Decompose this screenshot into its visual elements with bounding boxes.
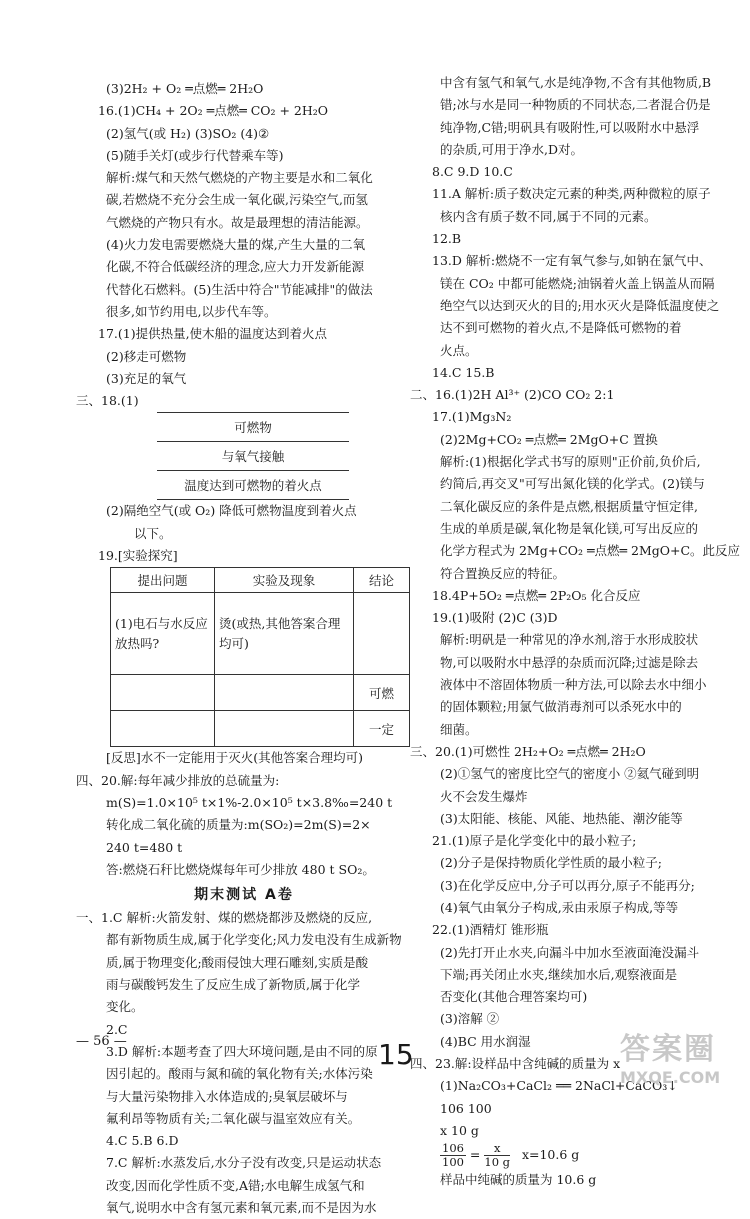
text-line: 三、20.(1)可燃性 2H₂+O₂ ═点燃═ 2H₂O: [410, 743, 646, 759]
text-line: 16.(1)CH₄ + 2O₂ ═点燃═ CO₂ + 2H₂O: [98, 103, 329, 119]
text-line: 错;冰与水是同一种物质的不同状态,二者混合仍是: [440, 97, 711, 113]
left-block-3: [76, 747, 412, 881]
left-block-4: [76, 907, 412, 1219]
text-line: 的固体颗粒;用氯气做消毒剂可以杀死水中的: [440, 699, 682, 715]
text-line: 火点。: [440, 342, 478, 358]
text-line: (2)2Mg+CO₂ ═点燃═ 2MgO+C 置换: [440, 431, 658, 447]
table2-cell: [111, 711, 215, 747]
text-line: 转化成二氧化硫的质量为:m(SO₂)=2m(S)=2×: [106, 817, 371, 833]
text-line: 改变,因而化学性质不变,A错;水电解生成氢气和: [106, 1177, 365, 1193]
text-line: 答:燃烧石秆比燃烧煤每年可少排放 480 t SO₂。: [106, 861, 375, 877]
text-line: (3)溶解 ②: [440, 1011, 500, 1027]
text-line: (4)火力发电需要燃烧大量的煤,产生大量的二氧: [106, 237, 366, 253]
text-line: (3)太阳能、核能、风能、地热能、潮汐能等: [440, 810, 683, 826]
text-line: (3)2H₂ + O₂ ═点燃═ 2H₂O: [106, 81, 264, 96]
table2-header: 结论: [354, 568, 410, 593]
text-line: (4)氧气由氧分子构成,汞由汞原子构成,等等: [440, 899, 679, 915]
text-line: 否变化(其他合理答案均可): [440, 989, 588, 1005]
text-line: 2.C: [106, 1021, 128, 1037]
text-line: 14.C 15.B: [432, 364, 495, 380]
table2-cell: 一定: [354, 711, 410, 747]
text-line: x 10 g: [440, 1122, 479, 1138]
text-line: 21.(1)原子是化学变化中的最小粒子;: [432, 833, 637, 849]
table2-cell: [354, 593, 410, 675]
text-line: 碳,若燃烧不充分会生成一氧化碳,污染空气,而氢: [106, 192, 368, 208]
text-line: 代替化石燃料。(5)生活中符合"节能减排"的做法: [106, 281, 373, 297]
table2-cell: 可燃: [354, 675, 410, 711]
table2-header: 提出问题: [111, 568, 215, 593]
fraction-a: $\frac{106}{100}$: [442, 1141, 464, 1170]
text-line: 气燃烧的产物只有水。故是最理想的清洁能源。: [106, 214, 369, 230]
text-line: 都有新物质生成,属于化学变化;风力发电没有生成新物: [106, 932, 402, 948]
page-number: — 56 —: [76, 1034, 127, 1049]
text-line: 3.D 解析:本题考查了四大环境问题,是由不同的原: [106, 1043, 378, 1059]
table2-cell: [111, 675, 215, 711]
watermark-logo: 答案圈 MXQE.COM: [620, 1032, 721, 1087]
text-line: 质,属于物理变化;酸雨侵蚀大理石雕刻,实质是酸: [106, 954, 369, 970]
table2-cell: 烫(或热,其他答案合理均可): [215, 593, 354, 675]
text-line: 中含有氢气和氧气,水是纯净物,不含有其他物质,B: [440, 75, 712, 90]
table2-cell: [215, 711, 354, 747]
text-line: 7.C 解析:水蒸发后,水分子没有改变,只是运动状态: [106, 1155, 382, 1171]
text-line: 细菌。: [440, 721, 478, 737]
text-line: (3)在化学反应中,分子可以再分,原子不能再分;: [440, 877, 695, 893]
text-line: 下端;再关闭止水夹,继续加水后,观察液面是: [440, 966, 678, 982]
text-line: (5)随手关灯(或步行代替乘车等): [106, 147, 284, 163]
table-fire-conditions: [109, 412, 349, 500]
text-line: 氟利昂等物质有关;二氧化碳与温室效应有关。: [106, 1110, 361, 1126]
text-line: 8.C 9.D 10.C: [432, 164, 513, 180]
text-line: 一、1.C 解析:火箭发射、煤的燃烧都涉及燃烧的反应,: [76, 910, 373, 926]
text-line: (2)先打开止水夹,向漏斗中加水至液面淹没漏斗: [440, 944, 700, 960]
text-line: [反思]水不一定能用于灭火(其他答案合理均可): [106, 750, 364, 766]
text-line: 液体中不溶固体物质一种方法,可以除去水中细小: [440, 677, 707, 693]
text-line: 核内含有质子数不同,属于不同的元素。: [440, 208, 657, 224]
text-line: 化学方程式为 2Mg+CO₂ ═点燃═ 2MgO+C。此反应: [440, 543, 741, 559]
handwritten-mark: 15: [378, 1038, 414, 1071]
text-line: 的杂质,可用于净水,D对。: [440, 141, 583, 157]
text-line: 解析:煤气和天然气燃烧的产物主要是水和二氧化: [106, 170, 373, 186]
text-line: (3)充足的氧气: [106, 370, 187, 386]
text-line: (2)分子是保持物质化学性质的最小粒子;: [440, 855, 662, 871]
fraction-b: $\frac{x}{10 g}$: [484, 1141, 511, 1170]
text-line: 11.A 解析:质子数决定元素的种类,两种微粒的原子: [432, 186, 711, 202]
text-line: 106 100: [440, 1100, 492, 1116]
text-line: (2)①氢气的密度比空气的密度小 ②氦气碰到明: [440, 766, 700, 782]
text-line: 符合置换反应的特征。: [440, 565, 566, 581]
text-line: 19.(1)吸附 (2)C (3)D: [432, 610, 558, 626]
text-line: 解析:明矾是一种常见的净水剂,溶于水形成胶状: [440, 632, 699, 648]
text-line: 达不到可燃物的着火点,不是降低可燃物的着: [440, 320, 682, 336]
table1-cell-0: 可燃物: [157, 413, 349, 442]
left-block-1: [76, 78, 412, 412]
text-line: 与大量污染物排入水体造成的;臭氧层破坏与: [106, 1088, 348, 1104]
table2-cell: [215, 675, 354, 711]
text-line: 绝空气以达到灭火的目的;用水灭火是降低温度使之: [440, 297, 720, 313]
table2-header: 实验及现象: [215, 568, 354, 593]
text-line: 二、16.(1)2H Al³⁺ (2)CO CO₂ 2:1: [410, 387, 615, 403]
text-line: (4)BC 用水润湿: [440, 1033, 531, 1049]
table-experiment: [110, 567, 410, 747]
text-line: m(S)=1.0×10⁵ t×1%-2.0×10⁵ t×3.8‰=240 t: [106, 794, 393, 810]
text-line: 17.(1)提供热量,使木船的温度达到着火点: [98, 326, 328, 342]
text-line: 火不会发生爆炸: [440, 788, 528, 804]
table1-cell-1: 与氧气接触: [157, 442, 349, 471]
right-block: [410, 72, 745, 1142]
text-line: 12.B: [432, 231, 462, 247]
text-line: 13.D 解析:燃烧不一定有氧气参与,如钠在氯气中、: [432, 253, 712, 269]
section-heading: 期末测试 A卷: [194, 887, 294, 904]
text-line: (2)隔绝空气(或 O₂) 降低可燃物温度到着火点: [106, 503, 357, 519]
text-line: 三、18.(1): [76, 393, 139, 409]
text-line: 四、20.解:每年减少排放的总硫量为:: [76, 772, 280, 788]
text-line: 18.4P+5O₂ ═点燃═ 2P₂O₅ 化合反应: [432, 587, 641, 603]
text-line: 因引起的。酸雨与氮和硫的氧化物有关;水体污染: [106, 1066, 373, 1082]
text-line: (2)氢气(或 H₂) (3)SO₂ (4)②: [106, 125, 270, 141]
text-line: 镁在 CO₂ 中都可能燃烧;油锅着火盖上锅盖从而隔: [440, 275, 715, 291]
text-line: 生成的单质是碳,氧化物是氧化镁,可写出反应的: [440, 520, 698, 536]
fraction-line: $\frac{106}{100}$ = $\frac{x}{10 g}$ x=10.6 g: [442, 1141, 580, 1170]
text-line: 物,可以吸附水中悬浮的杂质而沉降;过滤是除去: [440, 654, 699, 670]
text-line: 4.C 5.B 6.D: [106, 1133, 179, 1149]
text-line: 240 t=480 t: [106, 839, 183, 855]
text-line: (1)Na₂CO₃+CaCl₂ ══ 2NaCl+CaCO₃↓: [440, 1078, 678, 1094]
fraction-result: x=10.6 g: [521, 1147, 580, 1163]
final-answer: 样品中纯碱的质量为 10.6 g: [440, 1172, 597, 1188]
text-line: 变化。: [106, 999, 144, 1015]
text-line: 17.(1)Mg₃N₂: [432, 409, 512, 425]
text-line: 化碳,不符合低碳经济的理念,应大力开发新能源: [106, 259, 364, 275]
table2-cell: (1)电石与水反应放热吗?: [111, 593, 215, 675]
text-line: 约简后,再交叉"可写出氮化镁的化学式。(2)镁与: [440, 476, 705, 492]
text-line: 19.[实验探究]: [98, 548, 178, 564]
text-line: 二氧化碳反应的条件是点燃,根据质量守恒定律,: [440, 498, 698, 514]
text-line: 很多,如节约用电,以步代车等。: [106, 303, 277, 319]
table1-cell-2: 温度达到可燃物的着火点: [157, 471, 349, 500]
text-line: 氧气,说明水中含有氢元素和氧元素,而不是因为水: [106, 1199, 377, 1215]
text-line: (2)移走可燃物: [106, 348, 187, 364]
left-block-2: [76, 500, 412, 567]
text-line: 雨与碳酸钙发生了反应生成了新物质,属于化学: [106, 977, 360, 993]
text-line: 解析:(1)根据化学式书写的原则"正价前,负价后,: [440, 454, 701, 470]
text-line: 以下。: [134, 525, 172, 541]
text-line: 纯净物,C错;明矾具有吸附性,可以吸附水中悬浮: [440, 119, 700, 135]
text-line: 四、23.解:设样品中含纯碱的质量为 x: [410, 1056, 621, 1072]
text-line: 22.(1)酒精灯 锥形瓶: [432, 922, 549, 938]
